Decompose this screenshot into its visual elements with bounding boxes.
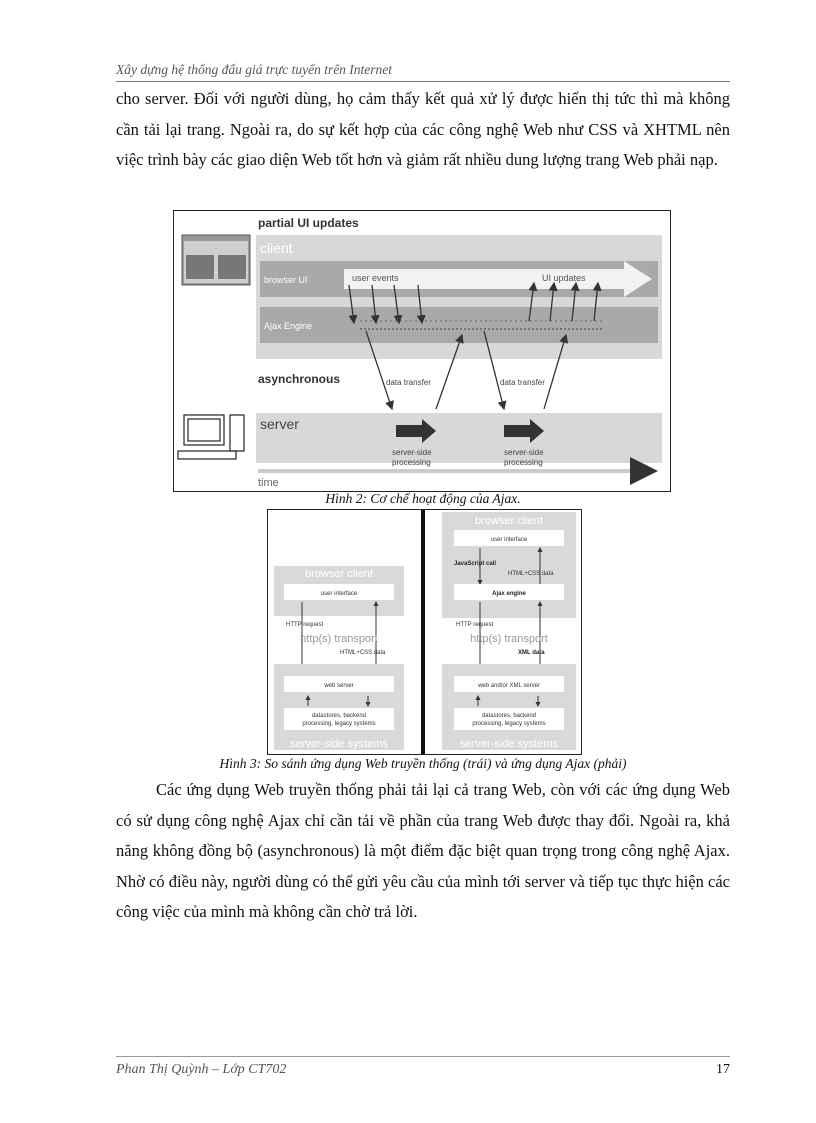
traditional-model xyxy=(274,566,404,750)
body-paragraph-1: cho server. Đối với người dùng, họ cảm thấy kết quả xử lý được hiển thị tức thì mà không cần tải lại trang. Ngoài ra, do sự kết hợp của các công nghệ Web như CSS và XHTML nên việc trình bày các giao diện Web tốt hơn và giảm rất nhiều dung lượng trang Web phải nạp. xyxy=(116,89,730,169)
fig1-browser-ui: browser UI xyxy=(264,275,308,285)
page-number: 17 xyxy=(716,1062,730,1077)
body-paragraph-2: Các ứng dụng Web truyền thống phải tải lại cả trang Web, còn với các ứng dụng Web có sử dụng công nghệ Ajax chỉ cần tải về phần của trang Web được thay đổi. Ngoài ra, khả năng không đồng bộ (asynchronous) là một điểm đặc biệt quan trọng trong công nghệ Ajax. Nhờ có điều này, người dùng có thể gửi yêu cầu của mình tới server và tiếp tục thực hiện các công việc của mình mà không cần chờ trả lời. xyxy=(116,780,730,921)
right-transport: http(s) transport xyxy=(470,633,548,645)
left-datastores-2: processing, legacy systems xyxy=(302,721,376,727)
right-datastores-1: datastores, backend xyxy=(481,713,537,719)
ajax-engine-bar xyxy=(260,307,658,343)
fig1-ssp-1-line2: processing xyxy=(392,458,431,467)
fig1-server-label: server xyxy=(260,416,299,432)
fig1-data-transfer-1: data transfer xyxy=(386,378,431,387)
fig1-client-label: client xyxy=(260,240,293,256)
figure2-divider xyxy=(421,510,425,754)
right-http-request: HTTP request xyxy=(456,622,494,628)
right-javascript-call: JavaScript call xyxy=(454,561,497,567)
fig1-ssp-1-line1: server-side xyxy=(392,448,432,457)
left-transport: http(s) transport xyxy=(300,633,378,645)
fig1-data-transfer-2: data transfer xyxy=(500,378,545,387)
page-header: Xây dựng hệ thống đấu giá trực tuyến trên Internet xyxy=(116,62,730,82)
left-http-request: HTTP request xyxy=(286,622,324,628)
fig1-ajax-engine: Ajax Engine xyxy=(264,321,313,331)
right-user-interface: user interface xyxy=(490,537,528,543)
figure1-caption: Hình 2: Cơ chế hoạt động của Ajax. xyxy=(325,491,521,506)
figure2-caption: Hình 3: So sánh ứng dụng Web truyền thống (trái) và ứng dụng Ajax (phải) xyxy=(219,756,627,771)
fig1-title: partial UI updates xyxy=(258,216,359,230)
left-web-server: web server xyxy=(324,683,354,689)
right-server-side: server-side systems xyxy=(460,738,558,750)
server-computer-icon xyxy=(178,415,244,459)
fig1-time: time xyxy=(258,477,279,489)
browser-window-icon xyxy=(182,235,250,285)
left-html-css: HTML+CSS data xyxy=(340,650,386,656)
figure-comparison xyxy=(267,509,582,755)
fig1-ui-updates: UI updates xyxy=(542,273,586,283)
fig1-ssp-2-line1: server-side xyxy=(504,448,544,457)
fig1-user-events: user events xyxy=(352,273,399,283)
fig1-asynchronous: asynchronous xyxy=(258,372,341,386)
right-web-xml-server: web and/or XML server xyxy=(478,683,540,689)
figure-ajax-mechanism xyxy=(173,210,671,492)
ajax-model xyxy=(442,512,576,750)
page-footer xyxy=(116,1062,730,1078)
right-html-css: HTML+CSS data xyxy=(508,571,554,577)
right-datastores-2: processing, legacy systems xyxy=(472,721,546,727)
footer-author: Phan Thị Quỳnh – Lớp CT702 xyxy=(116,1062,287,1077)
right-browser-client: browser client xyxy=(475,515,543,527)
right-ajax-engine: Ajax engine xyxy=(492,591,526,597)
left-user-interface: user interface xyxy=(320,591,358,597)
fig1-ssp-2-line2: processing xyxy=(504,458,543,467)
left-server-side: server-side systems xyxy=(290,738,388,750)
right-xml-data: XML data xyxy=(518,650,545,656)
footer-divider xyxy=(116,1056,730,1057)
left-browser-client: browser client xyxy=(305,568,373,580)
server-region xyxy=(256,413,662,463)
left-datastores-1: datastores, backend xyxy=(311,713,367,719)
